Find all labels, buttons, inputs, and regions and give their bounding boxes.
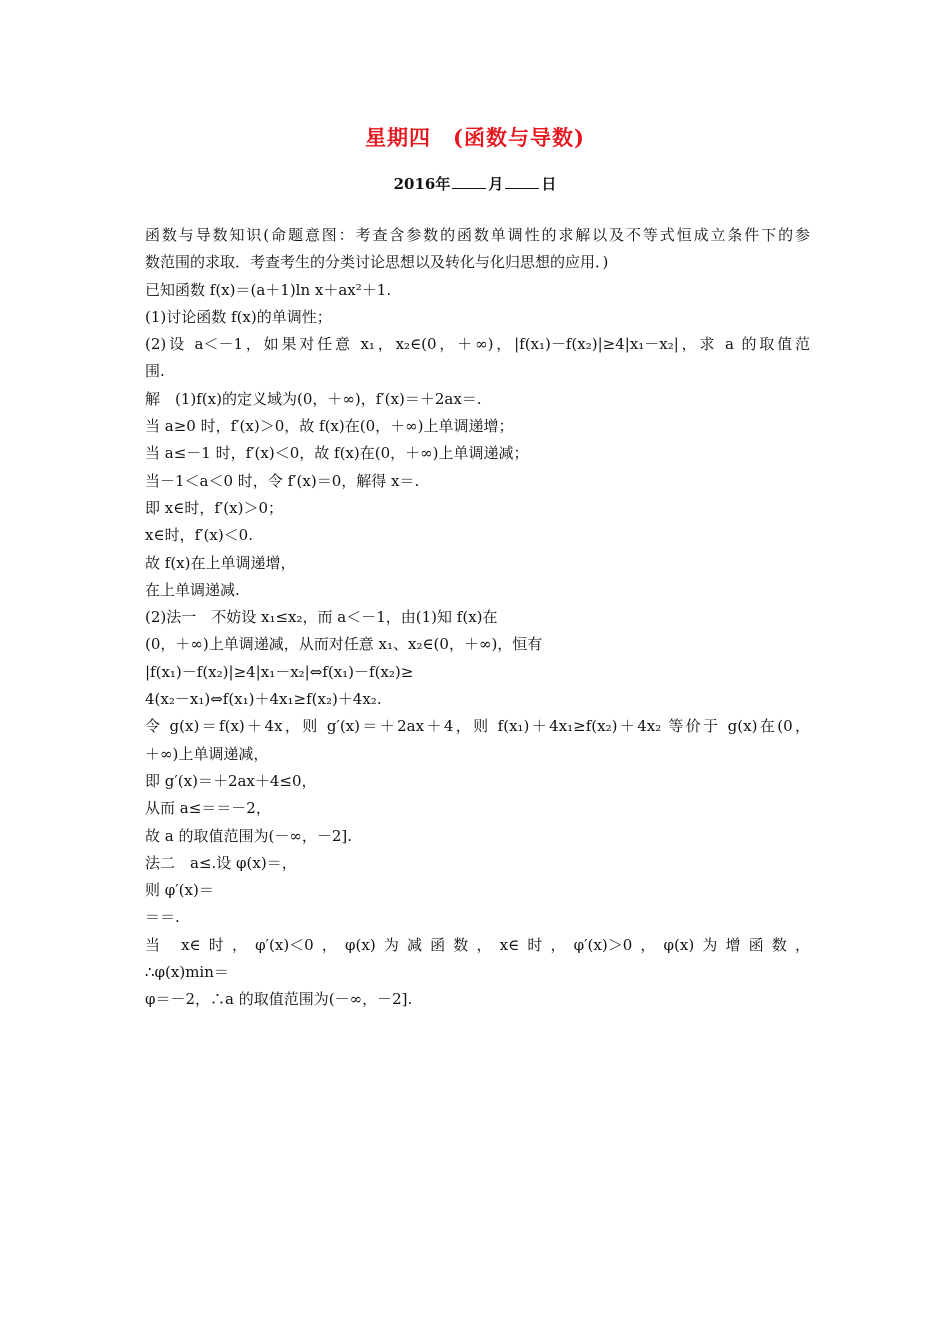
day-blank	[505, 174, 539, 189]
solution-line: x∈时，f′(x)＜0.	[145, 526, 253, 545]
date-year: 2016年	[393, 175, 451, 193]
question-2: (2)设 a＜－1，如果对任意 x₁，x₂∈(0，＋∞)，|f(x₁)－f(x₂)|≥4|x₁－x₂|，求 a 的取值范	[145, 335, 810, 354]
solution-line: 令 g(x)＝f(x)＋4x，则 g′(x)＝＋2ax＋4，则 f(x₁)＋4x₁≥f(x₂)＋4x₂ 等价于 g(x)在(0，	[145, 717, 810, 736]
text-line: 围.	[145, 362, 165, 381]
solution-line: 故 f(x)在上单调递增，	[145, 553, 296, 572]
solution-line: ∴φ(x)min＝	[145, 963, 229, 982]
solution-line: 当 a≤－1 时，f′(x)＜0，故 f(x)在(0，＋∞)上单调递减；	[145, 444, 529, 463]
page-title: 星期四 (函数与导数)	[365, 125, 585, 150]
text-line: 数范围的求取．考查考生的分类讨论思想以及转化与化归思想的应用．)	[145, 253, 609, 272]
solution-line: 在上单调递减.	[145, 580, 240, 599]
solution-line: 当－1＜a＜0 时，令 f′(x)＝0，解得 x＝.	[145, 471, 420, 490]
solution-line: (0，＋∞)上单调递减，从而对任意 x₁、x₂∈(0，＋∞)，恒有	[145, 635, 543, 654]
text-line: 函数与导数知识(命题意图：考查含参数的函数单调性的求解以及不等式恒成立条件下的参	[145, 226, 810, 244]
month-blank	[452, 174, 486, 189]
date-month: 月	[488, 175, 504, 193]
solution-line: 即 g′(x)＝＋2ax＋4≤0，	[145, 771, 317, 790]
solution-line: 法二 a≤.设 φ(x)＝，	[145, 853, 297, 872]
solution-line: (2)法一 不妨设 x₁≤x₂，而 a＜－1，由(1)知 f(x)在	[145, 608, 498, 627]
solution-line: 即 x∈时，f′(x)＞0；	[145, 498, 283, 517]
solution-line: 解 (1)f(x)的定义域为(0，＋∞)，f′(x)＝＋2ax＝.	[145, 389, 482, 408]
problem-statement: 已知函数 f(x)＝(a＋1)ln x＋ax²＋1.	[145, 280, 392, 299]
date-day: 日	[541, 175, 557, 193]
solution-line: ＝＝.	[145, 908, 180, 927]
solution-line: 当 x∈时，φ′(x)＜0，φ(x)为减函数，x∈时，φ′(x)＞0，φ(x)为增函数，	[145, 935, 810, 954]
question-1: (1)讨论函数 f(x)的单调性；	[145, 307, 332, 326]
document-body	[145, 222, 810, 1014]
solution-line: |f(x₁)－f(x₂)|≥4|x₁－x₂|⇔f(x₁)－f(x₂)≥	[145, 662, 414, 681]
solution-line: 从而 a≤＝＝－2，	[145, 799, 271, 818]
solution-line: ＋∞)上单调递减，	[145, 744, 269, 763]
solution-line: 则 φ′(x)＝	[145, 881, 214, 900]
date-line	[0, 173, 950, 194]
solution-line: 4(x₂－x₁)⇔f(x₁)＋4x₁≥f(x₂)＋4x₂.	[145, 690, 382, 709]
solution-line: φ＝－2，∴a 的取值范围为(－∞，－2].	[145, 990, 413, 1009]
solution-line: 当 a≥0 时，f′(x)＞0，故 f(x)在(0，＋∞)上单调递增；	[145, 417, 514, 436]
solution-line: 故 a 的取值范围为(－∞，－2].	[145, 826, 352, 845]
